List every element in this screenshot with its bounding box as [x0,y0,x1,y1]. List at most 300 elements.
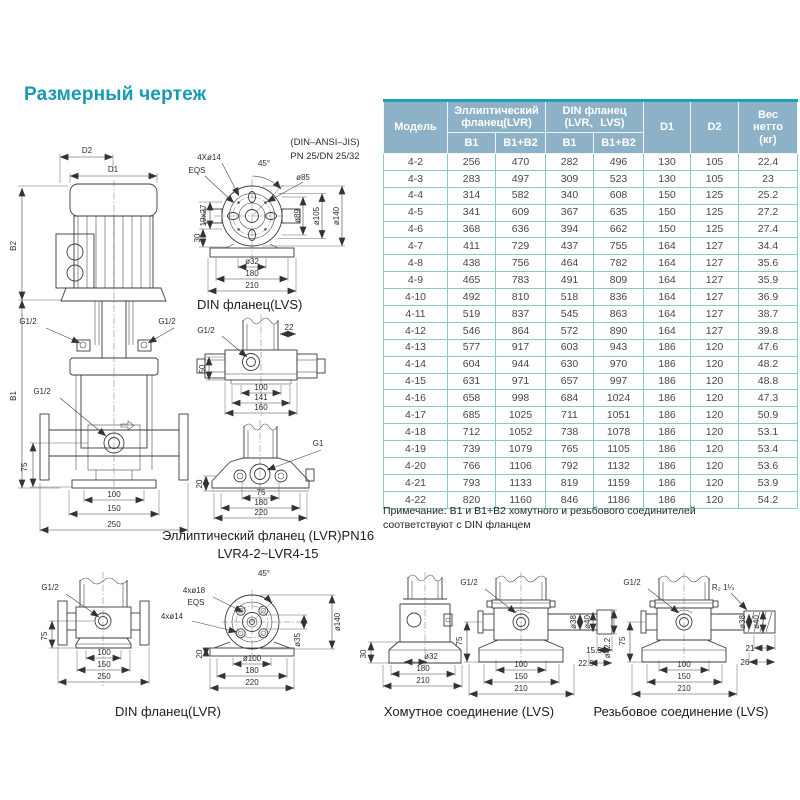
table-cell: 150 [644,204,691,221]
table-cell: 917 [496,339,546,356]
caption-din-lvr: DIN фланец(LVR) [114,704,222,719]
table-cell: 47.3 [739,390,798,407]
dim-label: 20 [195,649,204,659]
dim-label: ø32 [245,257,259,266]
table-cell: 186 [644,458,691,475]
col-header-d1: D1 [644,101,691,154]
dim-label: 160 [254,403,268,412]
table-cell: 496 [594,154,644,171]
table-cell: 810 [496,289,546,306]
clamp-connection-view [455,572,617,696]
din-lvr-body-view [40,572,149,686]
table-cell: 755 [594,238,644,255]
table-cell: 519 [448,306,496,323]
dim-label: ø100 [242,654,262,663]
table-cell: 127 [691,322,739,339]
table-cell: 105 [691,170,739,187]
dim-label: ø40 [752,615,761,629]
dim-label: 50 [198,364,207,374]
table-cell: 4-10 [384,289,448,306]
dim-label: 30 [359,649,368,659]
dim-label: 150 [107,504,121,513]
dim-label: 150 [514,672,528,681]
dim-label: D1 [107,165,119,174]
col-header-b1b2-din: B1+B2 [594,133,644,154]
dim-label: 26 [740,658,750,667]
table-cell: 545 [546,306,594,323]
table-cell: 846 [546,491,594,508]
table-cell: 943 [594,339,644,356]
dim-label: ø105 [312,206,321,226]
elliptic-lvr-flange-view [195,420,324,520]
table-cell: 411 [448,238,496,255]
thread-connection-view [618,572,775,696]
table-cell: 863 [594,306,644,323]
table-cell: 164 [644,238,691,255]
dim-label: ø140 [332,206,341,226]
table-cell: 164 [644,306,691,323]
table-cell: 125 [691,187,739,204]
table-cell: 186 [644,491,691,508]
table-cell: 150 [644,221,691,238]
table-cell: 684 [546,390,594,407]
table-cell: 603 [546,339,594,356]
table-cell: 53.9 [739,474,798,491]
col-group-din [546,101,644,133]
table-cell: 48.2 [739,356,798,373]
dim-label: ø40 [583,615,592,629]
table-cell: 792 [546,458,594,475]
table-cell: 657 [546,373,594,390]
table-cell: 1052 [496,424,546,441]
table-row [384,154,798,171]
lvs-side-view [197,314,325,416]
table-cell: 1160 [496,491,546,508]
table-cell: 465 [448,272,496,289]
table-note-line1: Примечание: В1 и В1+В2 хомутного и резьбового соединителей [383,505,696,517]
table-cell: 39.8 [739,322,798,339]
table-cell: 35.9 [739,272,798,289]
col-header-b1-din: B1 [546,133,594,154]
table-row [384,339,798,356]
table-cell: 130 [644,170,691,187]
col-header-b1-elliptic: B1 [448,133,496,154]
dim-label: 100 [514,660,528,669]
table-cell: 523 [594,170,644,187]
col-header-b1b2-elliptic: B1+B2 [496,133,546,154]
table-cell: 125 [691,221,739,238]
table-row [384,458,798,475]
table-row [384,238,798,255]
dim-label: 150 [677,672,691,681]
table-cell: 35.6 [739,255,798,272]
table-cell: 782 [594,255,644,272]
table-cell: 4-9 [384,272,448,289]
table-row [384,272,798,289]
dim-label: ø140 [333,612,342,632]
dim-label: 250 [97,672,111,681]
table-row [384,322,798,339]
table-cell: 4-12 [384,322,448,339]
table-cell: 4-15 [384,373,448,390]
table-cell: 120 [691,458,739,475]
dim-label: G1/2 [197,326,215,335]
table-row [384,187,798,204]
dim-label: G1/2 [158,317,176,326]
table-cell: 738 [546,424,594,441]
dim-label: G1/2 [19,317,37,326]
table-cell: 4-20 [384,458,448,475]
table-cell: 1105 [594,441,644,458]
table-row [384,407,798,424]
table-cell: 997 [594,373,644,390]
table-cell: 282 [546,154,594,171]
table-cell: 711 [546,407,594,424]
table-row [384,424,798,441]
table-cell: 635 [594,204,644,221]
dim-label: 220 [254,508,268,517]
col-group-din-line2: (LVR、LVS) [564,117,625,129]
table-cell: 4-17 [384,407,448,424]
dim-label: B1 [9,391,18,401]
table-cell: 186 [644,441,691,458]
col-header-weight-line3: (кг) [759,133,777,146]
table-cell: 367 [546,204,594,221]
page-title: Размерный чертеж [24,84,207,105]
dim-label: G1 [312,439,324,448]
dim-label: 75 [455,636,464,646]
table-cell: 309 [546,170,594,187]
table-cell: 4-19 [384,441,448,458]
table-cell: 546 [448,322,496,339]
table-cell: 38.7 [739,306,798,323]
flow-arrow-icon [121,421,134,430]
col-header-weight-line2: нетто [753,121,783,134]
table-row [384,356,798,373]
col-group-elliptic-line1: Эллиптический [454,104,539,117]
dim-label: 75 [40,631,49,641]
dim-label: B2 [9,241,18,251]
dim-label: 4xø14 [160,612,184,621]
table-cell: 120 [691,339,739,356]
table-row [384,373,798,390]
table-cell: 341 [448,204,496,221]
table-cell: 186 [644,407,691,424]
lvr-flange-face-view [161,569,342,690]
dim-label: 75 [256,488,266,497]
col-group-elliptic-line2: фланец(LVR) [461,117,532,129]
dim-label: 141 [254,393,268,402]
motor-fins [78,216,150,288]
table-row [384,255,798,272]
table-cell: 120 [691,356,739,373]
col-header-model: Модель [384,101,448,154]
table-cell: 765 [546,441,594,458]
dim-label: ø38 [738,615,747,629]
col-header-weight-line1: Вес [757,109,779,122]
table-cell: 1106 [496,458,546,475]
table-cell: 1025 [496,407,546,424]
table-cell: 739 [448,441,496,458]
table-cell: 819 [546,474,594,491]
dim-label: ø32 [424,652,438,661]
table-cell: 127 [691,289,739,306]
table-cell: 970 [594,356,644,373]
table-cell: 120 [691,441,739,458]
table-cell: 54.2 [739,491,798,508]
caption-thread-connection: Резьбовое соединение (LVS) [593,704,769,719]
table-cell: 164 [644,322,691,339]
table-cell: 120 [691,491,739,508]
table-cell: 50.9 [739,407,798,424]
table-cell: 394 [546,221,594,238]
table-cell: 120 [691,474,739,491]
dim-label: 75 [618,636,627,646]
table-row [384,306,798,323]
table-cell: 4-22 [384,491,448,508]
table-cell: 890 [594,322,644,339]
table-cell: 48.8 [739,373,798,390]
dim-label: 22.5 [578,659,594,668]
terminal-box [56,234,94,288]
table-cell: 47.6 [739,339,798,356]
table-cell: 944 [496,356,546,373]
table-cell: 604 [448,356,496,373]
dim-label: ø89 [293,209,302,223]
table-cell: 164 [644,255,691,272]
table-cell: 609 [496,204,546,221]
dim-label: 210 [416,676,430,685]
dim-label: 250 [107,520,121,529]
dim-label: G1/2 [460,578,478,587]
dim-label: 210 [514,684,528,693]
table-cell: 53.1 [739,424,798,441]
table-cell: 22.4 [739,154,798,171]
table-cell: 756 [496,255,546,272]
table-cell: 809 [594,272,644,289]
table-cell: 658 [448,390,496,407]
dim-label: 75 [20,462,29,472]
dim-label: 20 [195,479,204,489]
table-row [384,390,798,407]
dim-label: ø38 [569,615,578,629]
table-cell: 4-21 [384,474,448,491]
pn-label: PN 25/DN 25/32 [290,151,360,162]
table-cell: 186 [644,424,691,441]
table-cell: 120 [691,373,739,390]
dim-label: 100 [107,490,121,499]
table-cell: 164 [644,272,691,289]
table-cell: 837 [496,306,546,323]
table-cell: 186 [644,356,691,373]
dim-label: D2 [81,146,93,155]
dim-label: EQS [188,166,206,175]
table-cell: 729 [496,238,546,255]
table-cell: 1051 [594,407,644,424]
dimensions-table-wrap [383,99,797,509]
table-cell: 631 [448,373,496,390]
dim-label: 15.5 [586,646,602,655]
dim-label: 22 [284,323,294,332]
caption-clamp-connection: Хомутное соединение (LVS) [383,704,555,719]
table-cell: 27.2 [739,204,798,221]
table-cell: 53.4 [739,441,798,458]
col-header-d2: D2 [691,101,739,154]
table-cell: 130 [644,154,691,171]
table-note [383,505,795,532]
table-cell: 491 [546,272,594,289]
col-header-weight [739,101,798,154]
dim-label: 100 [677,660,691,669]
table-cell: 793 [448,474,496,491]
din-lvs-flange-face [189,137,360,293]
table-cell: 127 [691,306,739,323]
dim-label: 150 [97,660,111,669]
table-cell: 820 [448,491,496,508]
table-cell: 1078 [594,424,644,441]
dim-label: 45° [257,159,271,168]
table-cell: 783 [496,272,546,289]
dim-label: ø35 [293,633,302,647]
table-cell: 438 [448,255,496,272]
table-cell: 23 [739,170,798,187]
table-cell: 437 [546,238,594,255]
table-cell: 4-6 [384,221,448,238]
dim-label: 210 [245,281,259,290]
dim-label: ø42.2 [603,637,612,659]
table-row [384,170,798,187]
col-group-elliptic [448,101,546,133]
table-cell: 186 [644,390,691,407]
table-cell: 4-11 [384,306,448,323]
table-cell: 120 [691,390,739,407]
table-cell: 120 [691,407,739,424]
dim-label: 100 [97,648,111,657]
table-cell: 36.9 [739,289,798,306]
table-cell: 25.2 [739,187,798,204]
table-cell: 4-14 [384,356,448,373]
table-cell: 518 [546,289,594,306]
table-cell: 127 [691,255,739,272]
dim-label: 4xø18 [182,586,206,595]
caption-din-lvs: DIN фланец(LVS) [197,297,303,312]
table-cell: 470 [496,154,546,171]
table-cell: 34.4 [739,238,798,255]
table-cell: 998 [496,390,546,407]
table-cell: 164 [644,289,691,306]
table-cell: 4-2 [384,154,448,171]
table-cell: 1132 [594,458,644,475]
table-row [384,441,798,458]
table-cell: 836 [594,289,644,306]
dimensions-table [383,99,798,509]
table-cell: 577 [448,339,496,356]
table-cell: 1133 [496,474,546,491]
table-cell: 492 [448,289,496,306]
dim-label: 180 [245,666,259,675]
table-note-line2: соответствуют с DIN фланцем [383,518,531,531]
table-cell: 766 [448,458,496,475]
table-cell: 127 [691,272,739,289]
table-body [384,154,798,509]
table-cell: 186 [644,339,691,356]
dim-label: 180 [254,498,268,507]
table-cell: 572 [546,322,594,339]
table-cell: 4-3 [384,170,448,187]
table-cell: 971 [496,373,546,390]
table-cell: 186 [644,474,691,491]
table-cell: 4-4 [384,187,448,204]
caption-elliptic-line1: Эллиптический фланец (LVR)PN16 [161,528,375,543]
dim-label: G1/2 [33,387,51,396]
dim-label: 4Xø14 [197,153,221,162]
table-cell: 4-16 [384,390,448,407]
dim-label: 180 [245,269,259,278]
table-cell: 150 [644,187,691,204]
table-cell: 1159 [594,474,644,491]
pump-front-view [9,146,188,532]
table-cell: 4-18 [384,424,448,441]
table-row [384,289,798,306]
table-cell: 4-7 [384,238,448,255]
table-cell: 125 [691,204,739,221]
table-cell: 283 [448,170,496,187]
table-cell: 1024 [594,390,644,407]
caption-elliptic-line2: LVR4-2~LVR4-15 [217,546,319,562]
clamp-front-view [359,572,462,688]
table-cell: 864 [496,322,546,339]
dim-label: ø85 [296,173,310,182]
caption-elliptic-flange [158,527,378,563]
standard-label: (DIN–ANSI–JIS) [290,137,360,148]
table-cell: 1079 [496,441,546,458]
table-row [384,474,798,491]
table-cell: 186 [644,373,691,390]
table-cell: 464 [546,255,594,272]
table-cell: 712 [448,424,496,441]
table-cell: 120 [691,424,739,441]
table-cell: 582 [496,187,546,204]
dim-label: 45° [257,569,271,578]
dim-label: 30 [193,233,202,243]
table-cell: 4-8 [384,255,448,272]
table-cell: 127 [691,238,739,255]
table-cell: 4-5 [384,204,448,221]
table-cell: 314 [448,187,496,204]
table-cell: 685 [448,407,496,424]
table-cell: 53.6 [739,458,798,475]
dim-label: 210 [677,684,691,693]
table-cell: 662 [594,221,644,238]
dim-label: G1/2 [623,578,641,587]
dim-label: 220 [245,678,259,687]
table-cell: 636 [496,221,546,238]
table-cell: 27.4 [739,221,798,238]
dim-label: R₂ 1¼ [711,583,735,592]
dim-label: G1/2 [41,583,59,592]
table-cell: 4-13 [384,339,448,356]
col-group-din-line1: DIN фланец [562,104,627,117]
table-cell: 256 [448,154,496,171]
dim-label: 180 [416,664,430,673]
table-cell: 340 [546,187,594,204]
table-row [384,221,798,238]
table-cell: 1186 [594,491,644,508]
table-cell: 608 [594,187,644,204]
dim-label: EQS [187,598,205,607]
table-cell: 368 [448,221,496,238]
dim-label: 100 [254,383,268,392]
